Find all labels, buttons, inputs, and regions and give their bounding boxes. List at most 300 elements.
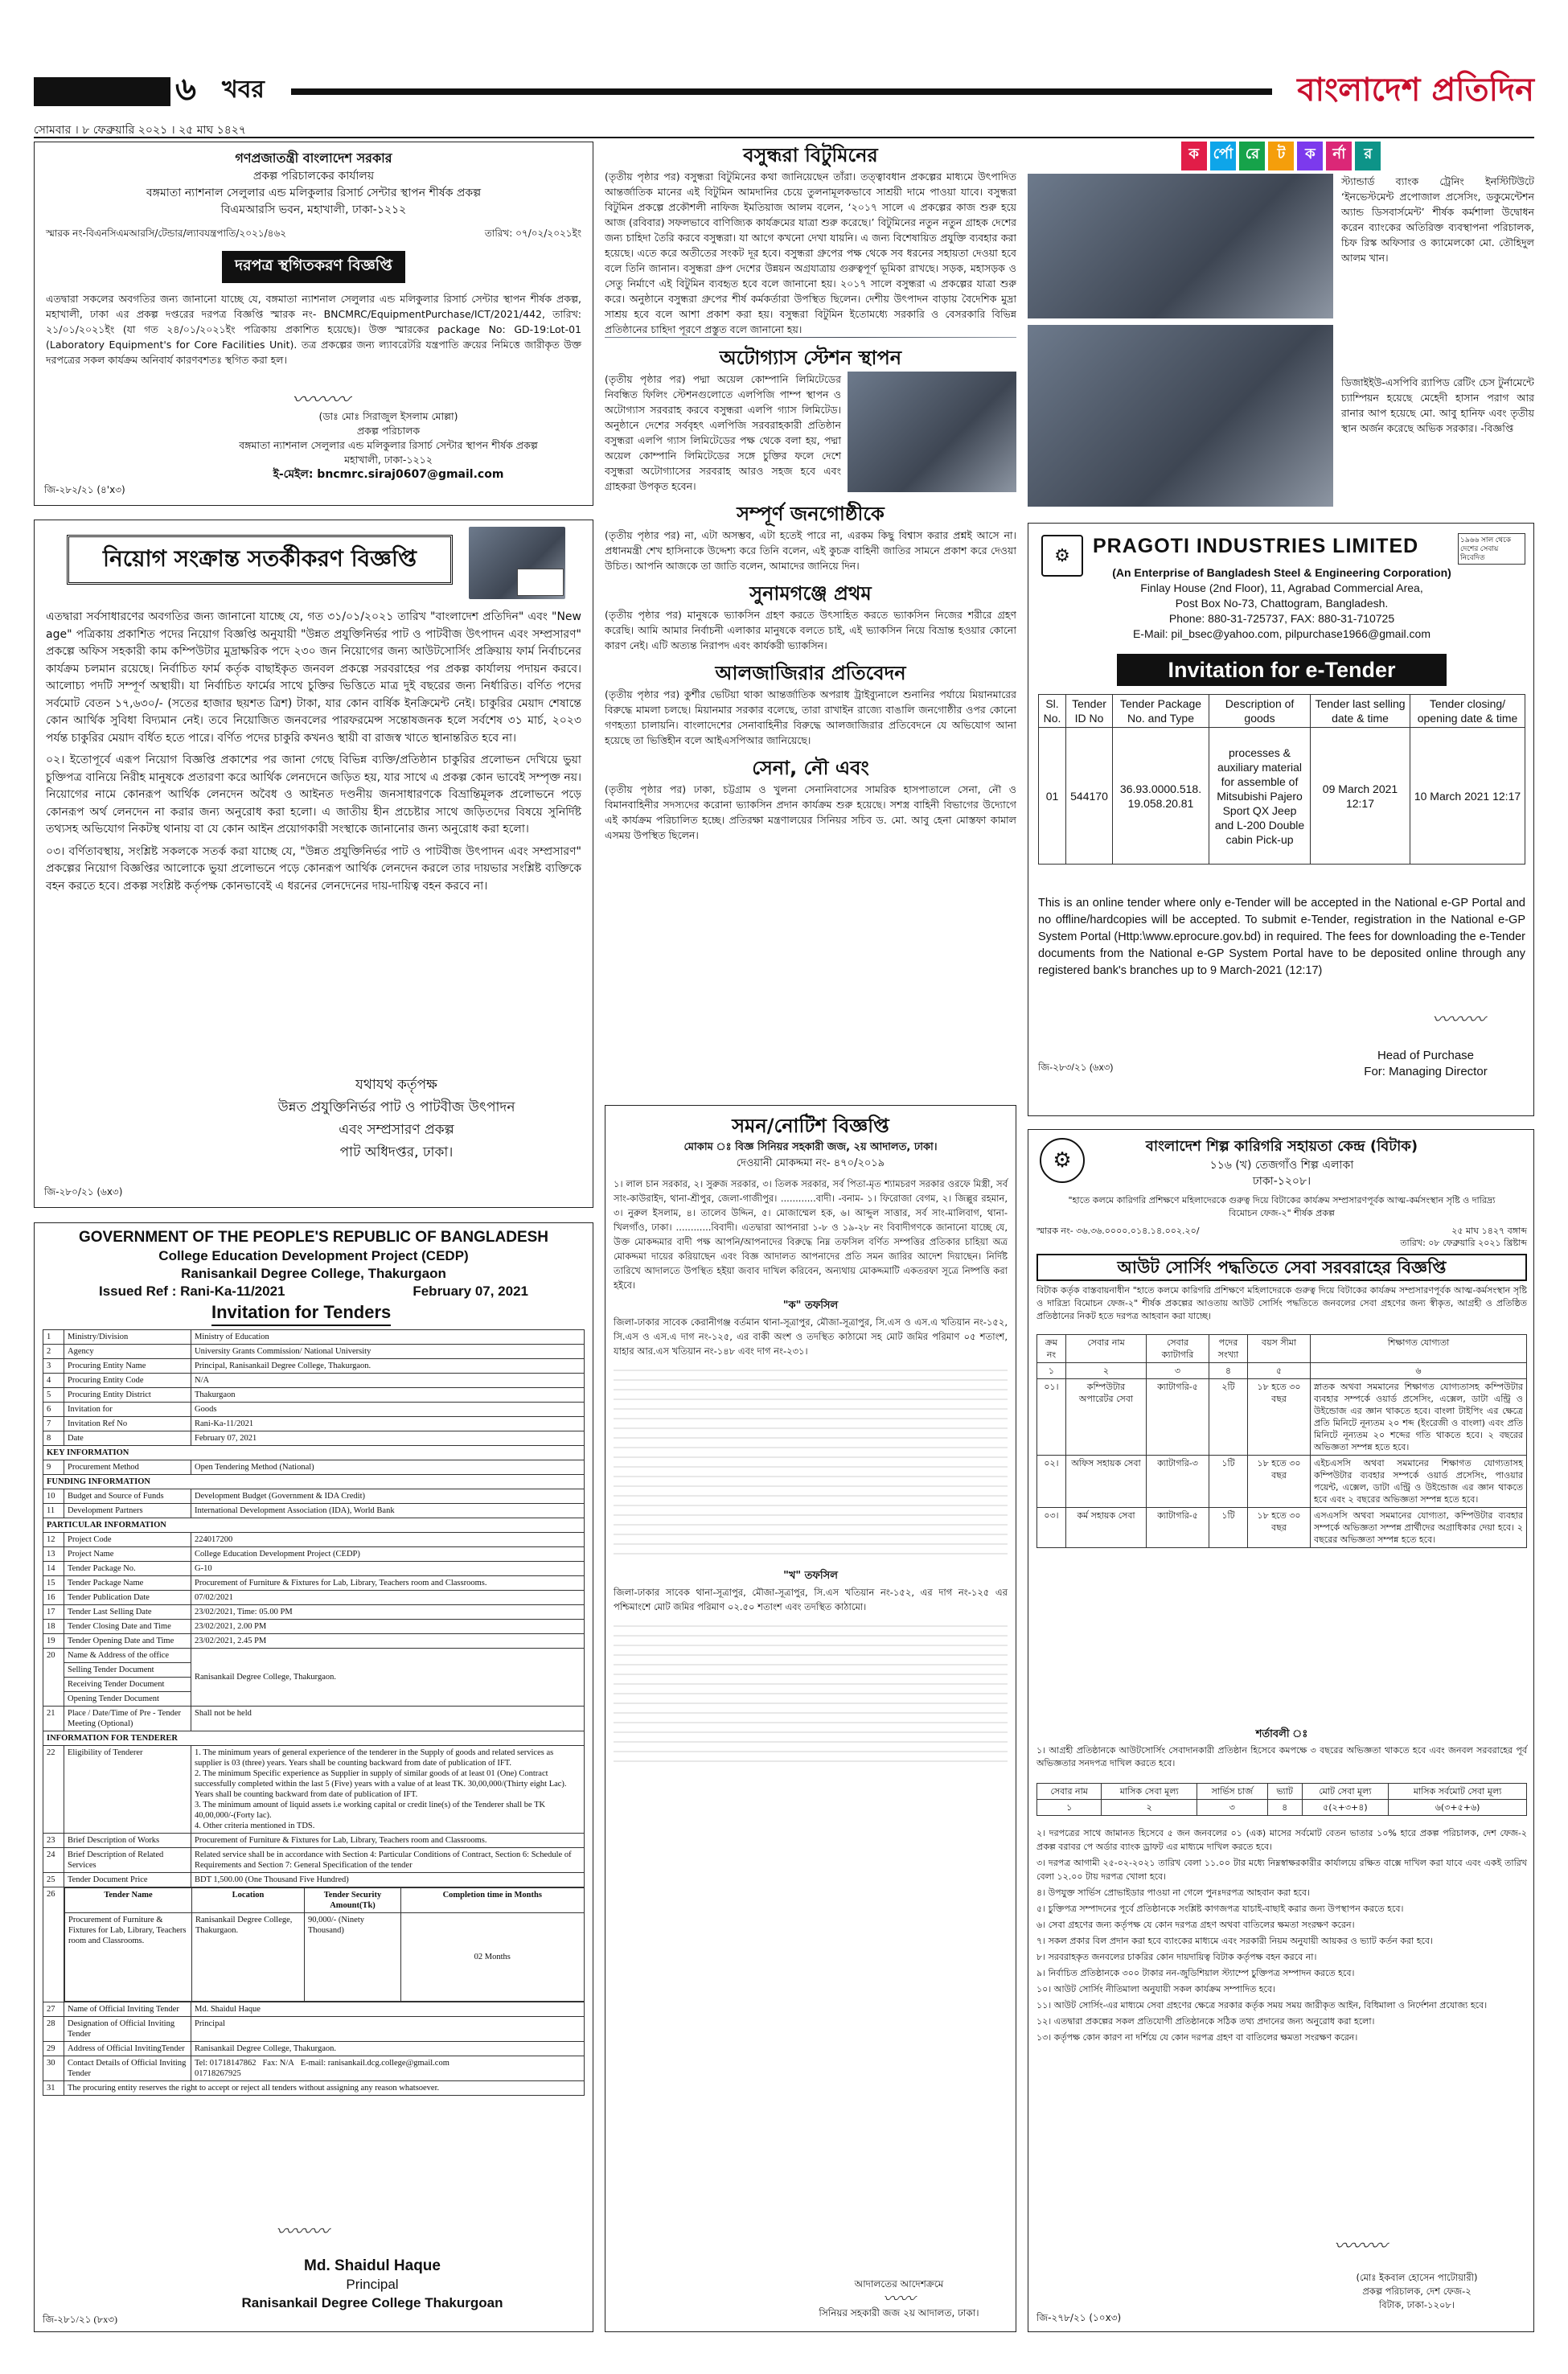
pragoti-header: Tender closing/ opening date & time: [1410, 695, 1525, 728]
page-number-box: [34, 77, 170, 106]
ad3-cell: 17: [43, 1605, 64, 1620]
ad3-funding: FUNDING INFORMATION: [43, 1475, 585, 1489]
ad3-cell: Procuring Entity Name: [64, 1359, 191, 1374]
bitac-pay-num: ৩: [1197, 1800, 1268, 1816]
bitac-header: সেবার নাম: [1066, 1335, 1147, 1363]
bitac-project: "হাতে কলমে কারিগরি প্রশিক্ষণে মহিলাদেরকে গুরুত্ব দিয়ে বিটাকের কার্যক্রম সম্প্রসারণপূর্বক আত্ম-কর্মসংস্থান সৃষ্টি ও দারিদ্র্য বিমোচন ফেজ-২" শীর্ষক প্রকল্প: [1068, 1195, 1496, 1218]
bitac-memo: স্মারক নং- ৩৬.৩৬.০০০০.০১৪.১৪.০০২.২০/: [1036, 1226, 1200, 1236]
pragoti-table: [1038, 694, 1525, 865]
ad2-code: জি-২৮০/২১ (৬x৩): [44, 1186, 123, 1197]
table-row: [43, 1460, 585, 1475]
ad2-sign4: পাট অধিদপ্তর, ঢাকা।: [339, 1144, 454, 1160]
pragoti-header: Tender ID No: [1066, 695, 1113, 728]
bitac-cell: ক্যাটাগরি-৫: [1147, 1508, 1209, 1548]
ad3-cell: 4: [43, 1374, 64, 1388]
bitac-term: ৪। উপযুক্ত সার্ভিস প্রোভাইডার পাওয়া না গেলে পুনঃদরপত্র আহবান করা হবে।: [1036, 1887, 1310, 1898]
table-row: [43, 1562, 585, 1576]
ad3-row20v: Ranisankail Degree College, Thakurgaon.: [191, 1649, 585, 1707]
bitac-cell: এইচএসসি অথবা সমমানের শিক্ষাগত যোগ্যতাসহ কম্পিউটার ব্যবহার সম্পর্কে ওয়ার্ড প্রসেসিং, পাওয়ার পয়েন্ট, এক্সেল, ডাটা এন্ট্রি ও উইন্ডোজ এর জ্ঞান থাকতে হবে এবং ২ বছরের অভিজ্ঞতা সম্পন্ন হতে হবে।: [1311, 1456, 1527, 1508]
bitac-pay-num: ১: [1037, 1800, 1102, 1816]
ad3-row25v: BDT 1,500.00 (One Thousand Five Hundred): [191, 1873, 585, 1887]
ad3-cell: 1: [43, 1330, 64, 1345]
ad2-sign2: উন্নত প্রযুক্তিনির্ভর পাট ও পাটবীজ উৎপাদন: [277, 1099, 515, 1115]
ad3-row21a: Place / Date/Time of Pre - Tender Meeting (Optional): [64, 1707, 191, 1731]
pragoti-signer2: For: Managing Director: [1364, 1065, 1488, 1078]
pragoti-cell: 01: [1039, 728, 1066, 865]
bitac-cell: ০২।: [1037, 1456, 1066, 1508]
bitac-cell: ১৮ হতে ৩০ বছর: [1248, 1379, 1311, 1456]
ad3-cell: 19: [43, 1634, 64, 1649]
notice-schedule-b-body: জিলা-ঢাকার সাবেক থানা-সূত্রাপুর, মৌজা-সূত্রাপুর, সি.এস খতিয়ান নং-১৫২, এর দাগ নং-১২৫ এর পশ্চিমাংশে মোট জমির পরিমাণ ০২.৫০ শতাংশ এবং তদস্থিত কাঠামো।: [614, 1587, 1008, 1612]
story5-title: আলজাজিরার প্রতিবেদন: [715, 662, 906, 684]
corporate-corner: [1028, 142, 1534, 511]
notice-schedule-a-detail: [614, 1362, 1008, 1563]
notice-schedule-a: "ক" তফসিল: [782, 1300, 839, 1312]
notice-title: সমন/নোটিশ বিজ্ঞপ্তি: [732, 1115, 889, 1137]
ad3-cell: 23/02/2021, Time: 05.00 PM: [191, 1605, 585, 1620]
table-row: [43, 2016, 585, 2041]
bitac-cell: কম্পিউটার অপারেটর সেবা: [1066, 1379, 1147, 1456]
story3-body: (তৃতীয় পৃষ্ঠার পর) না, এটা অসম্ভব, এটা হতেই পারে না, এরকম কিছু বিশ্বাস করার প্রশ্নই আসে না। প্রধানমন্ত্রী শেখ হাসিনাকে উদ্দেশ্য করে তিনি বলেন, এই কুচক্র বাহিনী জাতির সামনে প্রকাশ করে দেওয়া উচিত। আপনি আজকে তা জাতি বলেন, আমাদের জানিয়ে দিন।: [605, 529, 1016, 572]
bitac-logo: ⚙: [1040, 1138, 1085, 1183]
story4-body: (তৃতীয় পৃষ্ঠার পর) মানুষকে ভ্যাকসিন গ্রহণ করতে উৎসাহিত করতে ভ্যাকসিন নিজের শরীরে গ্রহণ করেছি। আমি আমার নির্বাচনী এলাকার মানুষকে বলতে চাই, এই ভ্যাকসিন নিয়ে বিভ্রান্ত হওয়ার কোনো কারণ নেই। এটি অত্যন্ত নিরাপদ এবং কার্যকরী ভ্যাকসিন।: [605, 609, 1016, 651]
middle-column: [605, 142, 1016, 1090]
ad3-row22a: Eligibility of Tenderer: [64, 1746, 191, 1834]
table-row: [1037, 1379, 1527, 1456]
table-row: [43, 1489, 585, 1504]
corporate-title-letter: র্না: [1326, 142, 1352, 170]
ad3-row31: The procuring entity reserves the right to accept or reject all tenders without assigning any reason whatsoever.: [64, 2080, 585, 2095]
table-row: [43, 1504, 585, 1518]
bitac-addr2: ঢাকা-১২০৮।: [1252, 1175, 1311, 1188]
section-rule: [291, 88, 1272, 95]
ad3-row23v: Procurement of Furniture & Fixtures for Lab, Library, Teachers room and Classrooms.: [191, 1834, 585, 1848]
pragoti-addr1: Finlay House (2nd Floor), 11, Agrabad Commercial Area,: [1140, 581, 1423, 594]
ad3-row26-header: Location: [192, 1888, 305, 1913]
ad3-cell: 3: [43, 1359, 64, 1374]
ad1-email: ই-মেইল: bncmrc.siraj0607@gmail.com: [273, 468, 504, 481]
pragoti-name: PRAGOTI INDUSTRIES LIMITED: [1093, 535, 1419, 557]
bitac-term: ১৩। কর্তৃপক্ষ কোন কারণ না দর্শিয়ে যে কোন দরপত্র গ্রহণ বা বাতিলের ক্ষমতা সংরক্ষণ করেন।: [1036, 2032, 1358, 2043]
pragoti-addr2: Post Box No-73, Chattogram, Bangladesh.: [1175, 597, 1389, 610]
bitac-term: ১০। আউট সোর্সিং নীতিমালা অনুযায়ী সকল কার্যক্রম সম্পাদিত হবে।: [1036, 1984, 1276, 1994]
bitac-term: ৩। দরপত্র আগামী ২৫-০২-২০২১ তারিখ বেলা ১১.০০ টার মধ্যে নিম্নস্বাক্ষরকারীর কার্যালয়ে রক্ষিত বাক্সে দাখিল করা যাবে এবং একই তারিখ বেলা ১২.০০ টায় দরপত্র খোলা হবে।: [1036, 1858, 1527, 1882]
ad3-cell: Goods: [191, 1403, 585, 1417]
pragoti-email: E-Mail: pil_bsec@yahoo.com, pilpurchase1966@gmail.com: [1132, 627, 1431, 640]
ad3-cell: Project Name: [64, 1547, 191, 1562]
pragoti-header: Tender Package No. and Type: [1113, 695, 1209, 728]
pragoti-signer: Head of Purchase: [1377, 1049, 1475, 1062]
pragoti-enterprise: (An Enterprise of Bangladesh Steel & Engineering Corporation): [1112, 566, 1451, 579]
ad3-cell: Ministry/Division: [64, 1330, 191, 1345]
ad3-cell: 29: [43, 2041, 64, 2056]
corporate-title-letter: র: [1355, 142, 1381, 170]
bitac-cell: ১টি: [1209, 1508, 1248, 1548]
ad3-cell: 6: [43, 1403, 64, 1417]
ad3-row21v: Shall not be held: [191, 1707, 585, 1731]
ad3-row26-cell: 90,000/- (Ninety Thousand): [305, 1913, 401, 2002]
ad3-row24a: Brief Description of Related Services: [64, 1848, 191, 1873]
bitac-terms-title: শর্তাবলী ঃ: [1255, 1728, 1308, 1740]
corporate-photo-2: [1028, 325, 1333, 507]
ad3-row20d: Opening Tender Document: [64, 1692, 191, 1707]
ad3-cell: Invitation for: [64, 1403, 191, 1417]
ad2-sign1: যথাযথ কর্তৃপক্ষ: [355, 1077, 437, 1093]
ad3-table: 1 Ministry/Division Ministry of Education 2 Agency University Grants Commission/ National University 3 Procuring Entity Name Principal, Ranisankail Degree College, Thakurgaon. 4 Procuring Entity Code N/A 5 Procuring Entity District Thakurgaon 6 Invitation for Goods 7 Invitation Ref No Rani-Ka-11/2021 8 Date February 07, 2021 KEY INFORMATION 9 Procurement Method Open Tendering Method (National) FUNDING INFORMATION 10 Budget and Source of Funds Development Budget (Government & IDA Credit) 11 Development Partners International Development Association (IDA), World Bank PARTICULAR INFORMATION 12 Project Code 224017200 13 Project Name College Education Development Project (CEDP) 14 Tender Package No. G-10 15 Tender Package Name Procurement of Furniture & Fixtures for Lab, Library, Teachers room and Classrooms. 16 Tender Publication Date 07/02/2021 17 Tender Last Selling Date 23/02/2021, Time: 05.00 PM 18 Tender Closing Date and Time 23/02/2021, 2.00 PM 19 Tender Opening Date and Time 23/02/2021, 2.45 PM 20 Name & Address of the office Ranisankail Degree College, Thakurgaon. Selling Tender Document Receiving Tender Document Opening Tender Document 21 Place / Date/Time of Pre - Tender Meeting (Optional) Shall not be held INFORMATION FOR TENDERER 22 Eligibility of Tenderer 1. The minimum years of general experience of the tenderer in the Supply of goods and related services as supplier is 03 (three) years. Years shall be counting backward from date of publication of IFT. 2. The minimum Specific experience as Supplier in supply of similar goods of at least 01 (One) Contract successfully completed within the last 5 (Five) years with a value of at least TK. 30,00,000/(Thirty eight Lac). Years shall be counting backward from date of publication of IFT. 3. The minimum amount of liquid assets i.e working capital or credit line(s) of the Tenderer shall be TK 40,00,000/-(Forty lac). 4. Other criteria mentioned in TDS. 23 Brief Description of Works Procurement of Furniture & Fixtures for Lab, Library, Teachers room and Classrooms. 24 Brief Description of Related Services Related service shall be in accordance with Section 4: Particular Conditions of Contract, Section 6: Schedule of Requirements and Section 7: General Specification of the tender 25 Tender Document Price BDT 1,500.00 (One Thousand Five Hundred) 26 Tender Name Location Tender Security Amount(Tk) Completion time in Months Procurement of Furniture & Fixtures for Lab, Library, Teachers room and Classrooms. Ranisankail Degree College, Thakurgaon. 90,000/- (Ninety Thousand) 02 Months 27 Name of Official Inviting Tender Md. Shaidul Haque 28 Designation of Official Inviting Tender Principal 29 Address of Official InvitingTender Ranisankail Degree College, Thakurgaon. 30 Contact Details of Official Inviting Tender Tel: 01718147862 Fax: N/A E-mail: ranisankail.dcg.college@gmail.com 01718267925 31 The procuring entity reserves the right to accept or reject all tenders without assigning any reason whatsoever.: [43, 1329, 585, 2096]
bitac-header: ক্রম নং: [1037, 1335, 1066, 1363]
ad3-cell: 23/02/2021, 2.00 PM: [191, 1620, 585, 1634]
table-row: [43, 1403, 585, 1417]
ad3-row26-cell: Procurement of Furniture & Fixtures for Lab, Library, Teachers room and Classrooms.: [65, 1913, 192, 2002]
story2-body: (তৃতীয় পৃষ্ঠার পর) পদ্মা অয়েল কোম্পানি লিমিটেডের নিবন্ধিত ফিলিং স্টেশনগুলোতে এলপিজি পাম্প স্থাপন ও অটোগ্যাস সরবরাহ করবে বসুন্ধরা এলপি গ্যাস লিমিটেড। অনুষ্ঠানে দেশের সর্ববৃহৎ এলপিজি সরবরাহকারী প্রতিষ্ঠান বসুন্ধরা এলপি গ্যাস লিমিটেডের পক্ষ থেকে বলা হয়, পদ্মা অয়েল কোম্পানি লিমিটেডের সঙ্গে চুক্তির ফলে দেশে বসুন্ধরা অটোগ্যাসের সরবরাহ আরও সহজ হবে এবং গ্রাহকরা উপকৃত হবেন।: [605, 373, 841, 492]
story1-photo: [605, 337, 1016, 338]
ad3-cell: Development Partners: [64, 1504, 191, 1518]
bitac-terms-list: [1036, 1826, 1527, 2047]
corporate-title-letter: ক: [1181, 142, 1207, 170]
ad3-row22v2: 2. The minimum Specific experience as Supplier in supply of similar goods of at least 01 (One) Contract successfully completed within the last 5 (Five) years with a value of at least TK. 30,00,000/(Thirty eight Lac). Years shall be counting backward from date of publication of IFT.: [195, 1769, 567, 1799]
table-row: [43, 1345, 585, 1359]
story2-photo: [848, 372, 1016, 492]
header-rule: [34, 137, 1534, 138]
bitac-header-num: ৫: [1248, 1363, 1311, 1379]
bitac-signer3: বিটাক, ঢাকা-১২০৮।: [1378, 2299, 1455, 2310]
ad1-signer: (ডাঃ মোঃ সিরাজুল ইসলাম মোল্লা): [318, 410, 458, 422]
bitac-header-num: ৪: [1209, 1363, 1248, 1379]
bitac-header: বয়স সীমা: [1248, 1335, 1311, 1363]
ad-pragoti-etender: [1028, 523, 1534, 1116]
table-row: [43, 1431, 585, 1446]
ad1-signature: 〰︎〰︎〰︎: [292, 388, 350, 411]
ad3-cell: 8: [43, 1431, 64, 1446]
ad3-cell: 11: [43, 1504, 64, 1518]
bitac-cell: ০১।: [1037, 1379, 1066, 1456]
bitac-title: আউট সোর্সিং পদ্ধতিতে সেবা সরবরাহের বিজ্ঞপ্তি: [1036, 1254, 1527, 1281]
ad3-row30-fax: Fax: N/A: [262, 2058, 294, 2068]
corporate-title-letter: র্পো: [1210, 142, 1237, 170]
ad3-particular: PARTICULAR INFORMATION: [43, 1518, 585, 1533]
ad3-cell: Ranisankail Degree College, Thakurgaon.: [191, 2041, 585, 2056]
notice-court: মোকাম ঃ বিজ্ঞ সিনিয়র সহকারী জজ, ২য় আদালত, ঢাকা।: [683, 1141, 938, 1153]
ad2-title: নিয়োগ সংক্রান্ত সতর্কীকরণ বিজ্ঞপ্তি: [102, 544, 417, 572]
ad3-cell: College Education Development Project (CEDP): [191, 1547, 585, 1562]
ad2-p2: ০২। ইতোপূর্বে এরূপ নিয়োগ বিজ্ঞপ্তি প্রকাশের পর জানা গেছে বিভিন্ন ব্যক্তি/প্রতিষ্ঠান চাকুরির প্রলোভন দেখিয়ে ভুয়া চুক্তিপত্র বানিয়ে নিরীহ মানুষকে প্রতারণা করে আর্থিক লেনদেনে জড়িত হয়, যার সাথে এ প্রকল্প কোন ভাবেই সম্পৃক্ত নয়। নিয়োগের নামে কোনরূপ আর্থিক লেনদেন অবৈধ ও আইনত দণ্ডনীয় জনসাধারণকে বিভ্রান্তিমূলক প্রলোভনে পড়ে কোনরূপ অর্থ লেনদেন না করার জন্য অনুরোধ করা হলো। এ জাতীয় হীন প্রচেষ্টার সাথে জড়িতদের বিষয়ে সুনির্দিষ্ট তথ্যসহ অভিযোগ নিকটস্থ থানায় বা যে কোন আইন প্রয়োগকারী সংস্থাকে জানানোর জন্য অনুরোধ করা হলো।: [46, 754, 581, 836]
bitac-pay-header: সেবার নাম: [1037, 1784, 1102, 1800]
ad3-signer-org: Ranisankail Degree College Thakurgoan: [241, 2295, 503, 2310]
pragoti-cell: 09 March 2021 12:17: [1311, 728, 1410, 865]
table-row: [43, 1330, 585, 1345]
corporate-caption-1: স্ট্যান্ডার্ড ব্যাংক ট্রেনিং ইনস্টিটিউটে ‘ইনভেস্টমেন্ট প্রপোজাল প্রসেসিং, ডকুমেন্টেশন অ্যান্ড ডিসবার্সমেন্ট’ শীর্ষক কর্মশালা উদ্বোধন করেন ব্যাংকের অতিরিক্ত ব্যবস্থাপনা পরিচালক, চিফ রিস্ক অফিসার ও ক্যামেলকো মো. তৌহিদুল আলম খান।: [1341, 175, 1534, 264]
bitac-cell: ক্যাটাগরি-৩: [1147, 1456, 1209, 1508]
ad3-cell: 16: [43, 1591, 64, 1605]
bitac-pay-num: ৫(২+৩+৪): [1302, 1800, 1389, 1816]
table-row: [1037, 1456, 1527, 1508]
notice-schedule-b-detail: [614, 1617, 1008, 1762]
ad3-tenderer-info: INFORMATION FOR TENDERER: [43, 1731, 585, 1746]
bitac-term: ১২। এতদ্বারা প্রকল্পের সকল প্রতিযোগী প্রতিষ্ঠানকে সঠিক তথ্য প্রদানের জন্য অনুরোধ করা হলো।: [1036, 2016, 1375, 2027]
corporate-title-letter: ট: [1268, 142, 1294, 170]
ad-tender-suspension: [34, 142, 593, 506]
bitac-cell: ১৮ হতে ৩০ বছর: [1248, 1508, 1311, 1548]
ad3-cell: Name of Official Inviting Tender: [64, 2002, 191, 2016]
ad-recruitment-warning: [34, 520, 593, 1208]
ad3-cell: Tender Package No.: [64, 1562, 191, 1576]
ad1-office: প্রকল্প পরিচালকের কার্যালয়: [252, 170, 375, 183]
corporate-caption-2: ডিজাইইউ-এসপিবি র‌্যাপিড রেটিং চেস টুর্নামেন্টে চ্যাম্পিয়ন হয়েছে মেহেদী হাসান পরাগ আর রানার আপ হয়েছে মো. আবু হানিফ এবং তৃতীয় স্থান অর্জন করেছে অভিক সরকার। -বিজ্ঞপ্তি: [1341, 376, 1534, 434]
bitac-term: ৭। সকল প্রকার বিল প্রদান করা হবে ব্যাংকের মাধ্যমে এবং সরকারী নিয়ম অনুযায়ী আয়কর ও ভ্যাট কর্তন করা হবে।: [1036, 1936, 1433, 1946]
bitac-pay-header: মাসিক সর্বমোট সেবা মূল্য: [1389, 1784, 1527, 1800]
pragoti-cell: processes & auxiliary material for assemble of Mitsubishi Pajero Sport QX Jeep and L-200 Double cabin Pick-up: [1209, 728, 1311, 865]
ad3-cell: G-10: [191, 1562, 585, 1576]
pragoti-title: Invitation for e-Tender: [1117, 654, 1447, 686]
ad3-gov: GOVERNMENT OF THE PEOPLE'S REPUBLIC OF BANGLADESH: [78, 1229, 549, 1246]
bitac-intro: বিটাক কর্তৃক বাস্তবায়নাধীন "হাতে কলমে কারিগরি প্রশিক্ষণে মহিলাদেরকে গুরুত্ব দিয়ে বিটাকের কার্যক্রম সম্প্রসারণপূর্বক আত্ম-কর্মসংস্থান সৃষ্টি ও দারিদ্র্য বিমোচন ফেজ-২" শীর্ষক প্রকল্পের আওতায় আউট সোর্সিং পদ্ধতিতে জনবলের সেবা গ্রহণের জন্য স্বীকৃত, আগ্রহী ও প্রতিষ্ঠিত প্রতিষ্ঠানের নিকট হতে দরপত্র আহবান করা যাচ্ছে।: [1036, 1285, 1527, 1321]
ad3-title: Invitation for Tenders: [211, 1300, 391, 1326]
ad3-cell: Invitation Ref No: [64, 1417, 191, 1431]
ad3-row26-header: Completion time in Months: [401, 1888, 585, 1913]
ad3-college: Ranisankail Degree College, Thakurgaon: [181, 1266, 446, 1281]
ad3-cell: 23/02/2021, 2.45 PM: [191, 1634, 585, 1649]
ad1-project: বঙ্গমাতা ন্যাশনাল সেলুলার এন্ড মলিকুলার রিসার্চ সেন্টার স্থাপন শীর্ষক প্রকল্প: [146, 187, 482, 199]
bitac-date2: তারিখ: ০৮ ফেব্রুয়ারি ২০২১ খ্রিষ্টাব্দ: [1400, 1238, 1527, 1248]
ad3-cell: University Grants Commission/ National University: [191, 1345, 585, 1359]
ad3-row30a: Contact Details of Official Inviting Tender: [64, 2056, 191, 2080]
ad3-cell: Principal: [191, 2016, 585, 2041]
bitac-pay-header: সার্ভিস চার্জ: [1197, 1784, 1268, 1800]
ad3-cell: N/A: [191, 1374, 585, 1388]
ad3-row20a: Name & Address of the office: [64, 1649, 191, 1663]
ad3-cell: Md. Shaidul Haque: [191, 2002, 585, 2016]
bitac-cell: স্নাতক অথবা সমমানের শিক্ষাগত যোগ্যতাসহ কম্পিউটার ব্যবহার সম্পর্কে ওয়ার্ড প্রসেসিং, এক্সেল, ডাটা এন্ট্রি ও উইন্ডোজ এর জ্ঞান থাকতে হবে। বাংলা টাইপিং এর ক্ষেত্রে প্রতি মিনিটে নূন্যতম ২০ শব্দ (ইংরেজী ও বাংলা) এবং প্রতি মিনিটে নূন্যতম ২০ শব্দের গতি থাকতে হবে। ২ বছরের অভিজ্ঞতা সম্পন্ন হতে হবে।: [1311, 1379, 1527, 1456]
ad3-row26-header: Tender Security Amount(Tk): [305, 1888, 401, 1913]
anniversary-logo: [517, 569, 564, 596]
page-section: খবর: [222, 76, 265, 104]
ad1-memo: স্মারক নং-বিএনসিএমআরসি/টেন্ডার/ল্যাবযন্ত্রপাতি/২০২১/৪৬২: [46, 228, 287, 239]
ad3-row26-cell: Ranisankail Degree College, Thakurgaon.: [192, 1913, 305, 2002]
ad3-cell: Date: [64, 1431, 191, 1446]
ad3-signer-role: Principal: [346, 2277, 399, 2292]
ad3-cell: International Development Association (IDA), World Bank: [191, 1504, 585, 1518]
ad3-cell: 28: [43, 2016, 64, 2041]
bitac-header-num: ২: [1066, 1363, 1147, 1379]
ad3-signature: 〰︎〰︎〰︎: [276, 2222, 330, 2242]
bitac-cell: ২টি: [1209, 1379, 1248, 1456]
ad3-row26-header: Tender Name: [65, 1888, 192, 1913]
ad-bitac-outsourcing: [1028, 1129, 1534, 2332]
bitac-header: পদের সংখ্যা: [1209, 1335, 1248, 1363]
pragoti-logo: ⚙: [1041, 535, 1083, 577]
ad1-body: এতদ্বারা সকলের অবগতির জন্য জানানো যাচ্ছে যে, বঙ্গমাতা ন্যাশনাল সেলুলার এন্ড মলিকুলার রিসার্চ সেন্টার স্থাপন শীর্ষক প্রকল্প, মহাখালী, ঢাকা এর প্রকল্প দপ্তরের দরপত্র বিজ্ঞপ্তি স্মারক নং- BNCMRC/EquipmentPurchase/ICT/2021/442, তারিখ: ২১/০১/২০২১ইং (যা গত ২৪/০১/২০২১ইং পত্রিকায় প্রকাশিত হয়েছে)। উক্ত স্মারকের package No: GD-19:Lot-01 (Laboratory Equipment's for Core Facilities Unit). তত্র প্রকল্পের জন্য ল্যাবরেটরি যন্ত্রপাতি ক্রয়ের নিমিত্তে জারীকৃত উক্ত দরপত্রের সকল কার্যক্রম অনিবার্য কারণবশতঃ স্থগিত করা হল।: [46, 293, 581, 366]
ad3-cell: Tender Package Name: [64, 1576, 191, 1591]
table-row: [43, 1634, 585, 1649]
ad3-cell: 7: [43, 1417, 64, 1431]
bitac-header-num: ৩: [1147, 1363, 1209, 1379]
ad3-cell: Procurement Method: [64, 1460, 191, 1475]
story1-body: (তৃতীয় পৃষ্ঠার পর) বসুন্ধরা বিটুমিনের কথা জানিয়েছেন তাঁরা। তত্ত্বাবধান প্রকল্পের মাধ্যমে উৎপাদিত আন্তর্জাতিক মানের এই বিটুমিন আমদানির চেয়ে তুলনামূলকভাবে সাশ্রয়ী দামে পাওয়া যাবে। বসুন্ধরা বিটুমিন প্রকল্পে প্রকৌশলী নাফিজ ইমতিয়াজ আলম বলেন, ‘২০১৭ সালে এ প্রকল্পের কাজ শুরু হয়ে আজ (রবিবার) সফলভাবে বাণিজ্যিক কার্যক্রমের যাত্রা শুরু করেছে।’ বিটুমিনের নতুন নতুন গ্রাহক দেশের জন্য চাহিদা তৈরি করবে বসুন্ধরা। যা আগে কখনো দেখা যায়নি। এ জন্য বিশেষায়িত প্রযুক্তি ব্যবহার করা হয়েছে। এতে করে অতীতের সংকট দূর হবে। বসুন্ধরা গ্রুপের পক্ষ থেকে সব ধরনের সহায়তা দেওয়া হবে বলে তিনি জানান। বসুন্ধরা গ্রুপ দেশের উন্নয়ন অগ্রযাত্রায় গুরুত্বপূর্ণ ভূমিকা রাখছে। সড়ক, মহাসড়ক ও সেতু নির্মাণে এই বিটুমিন ব্যবহৃত হবে বলে জানানো হয়। ২০১৭ সালে বসুন্ধরা এ প্রকল্পের যাত্রা শুরু করে। অনুষ্ঠানে বসুন্ধরা গ্রুপের শীর্ষ কর্মকর্তারা উপস্থিত ছিলেন। দেশীয় উৎপাদন বাড়ায় বৈদেশিক মুদ্রা সাশ্রয় হবে বলে আশা প্রকাশ করা হয়। বসুন্ধরা বিটুমিন ইতোমধ্যে সরকারি ও বেসরকারি বিভিন্ন প্রতিষ্ঠানের চাহিদা পূরণে প্রস্তুত বলে জানানো হয়।: [605, 170, 1016, 335]
table-row: [43, 1533, 585, 1547]
story3-title: সম্পূর্ণ জনগোষ্ঠীকে: [737, 503, 885, 525]
corporate-title: [1028, 142, 1534, 170]
ad3-cell: Procurement of Furniture & Fixtures for Lab, Library, Teachers room and Classrooms.: [191, 1576, 585, 1591]
ad1-signer-addr: মহাখালী, ঢাকা-১২১২: [344, 454, 433, 466]
ad-cedp-tender: [34, 1222, 593, 2332]
ad3-cell: 10: [43, 1489, 64, 1504]
pragoti-tag: ১৯৬৬ সাল থেকে দেশের সেবায় নিবেদিত: [1458, 533, 1525, 565]
ad3-cell: 14: [43, 1562, 64, 1576]
corporate-title-letter: ক: [1297, 142, 1323, 170]
ad3-cell: 27: [43, 2002, 64, 2016]
notice-sign2: সিনিয়র সহকারী জজ ২য় আদালত, ঢাকা।: [819, 2307, 979, 2319]
bitac-org: বাংলাদেশ শিল্প কারিগরি সহায়তা কেন্দ্র (বিটাক): [1145, 1138, 1418, 1155]
pragoti-cell: 10 March 2021 12:17: [1410, 728, 1525, 865]
ad3-cell: Designation of Official Inviting Tender: [64, 2016, 191, 2041]
ad3-cell: Project Code: [64, 1533, 191, 1547]
ad3-row20b: Selling Tender Document: [64, 1663, 191, 1678]
bitac-header-num: ৬: [1311, 1363, 1527, 1379]
story6-title: সেনা, নৌ এবং: [752, 757, 869, 779]
ad3-cell: 18: [43, 1620, 64, 1634]
ad3-cell: Address of Official InvitingTender: [64, 2041, 191, 2056]
bitac-date1: ২৫ মাঘ ১৪২৭ বঙ্গাব্দ: [1451, 1226, 1527, 1236]
pragoti-phone: Phone: 880-31-725737, FAX: 880-31-710725: [1168, 612, 1395, 625]
corporate-photo-1: [1028, 174, 1333, 318]
table-row: [43, 1388, 585, 1403]
table-row: [43, 1605, 585, 1620]
ad3-cell: Rani-Ka-11/2021: [191, 1417, 585, 1431]
bitac-pay-num: ৬(৩+৫+৬): [1389, 1800, 1527, 1816]
table-row: [43, 1417, 585, 1431]
ad3-row30-mail: E-mail: ranisankail.dcg.college@gmail.com: [300, 2058, 449, 2068]
newspaper-logo: বাংলাদেশ প্রতিদিন: [1297, 72, 1534, 109]
ad3-cell: Tender Publication Date: [64, 1591, 191, 1605]
ad3-row25a: Tender Document Price: [64, 1873, 191, 1887]
ad3-cell: Procuring Entity District: [64, 1388, 191, 1403]
ad3-row30-tel: Tel: 01718147862: [195, 2058, 257, 2068]
ad3-row30-mob: 01718267925: [195, 2068, 241, 2078]
bitac-cell: ০৩।: [1037, 1508, 1066, 1548]
ad3-row24v: Related service shall be in accordance with Section 4: Particular Conditions of Contract, Section 6: Schedule of Requirements and Section 7: General Specification of the tender: [191, 1848, 585, 1873]
bitac-terms-intro: ১। আগ্রহী প্রতিষ্ঠানকে আউটসোর্সিং সেবাদানকারী প্রতিষ্ঠান হিসেবে কমপক্ষে ৩ বছরের অভিজ্ঞতা থাকতে হবে এবং জনবল সরবরাহের পূর্ব অভিজ্ঞতার সনদপত্র দাখিল করতে হবে।: [1036, 1745, 1527, 1768]
ad3-signer: Md. Shaidul Haque: [304, 2257, 441, 2274]
ad1-signer-org: বঙ্গমাতা ন্যাশনাল সেলুলার এন্ড মলিকুলার রিসার্চ সেন্টার স্থাপন শীর্ষক প্রকল্প: [239, 439, 538, 451]
notice-body: ১। লাল চান সরকার, ২। সুরুজ সরকার, ৩। তিলক সরকার, সর্ব পিতা-মৃত শ্যামচরণ সরকার ওরফে মিস্ত্রী, সর্ব সাং-কাউরাইদ, থানা-শ্রীপুর, জেলা-গাজীপুর। ............বাদী। -বনাম- ১। ফিরোজা বেগম, ২। জিল্লুর রহমান, ৩। নুরুল ইসলাম, ৪। তালেব উদ্দিন, ৫। মোজাম্মেল হক, ৬। আব্দুল সাত্তার, সর্ব সাং-মালিবাগ, থানা-খিলগাঁও, ঢাকা। ............বিবাদী। এতদ্বারা আপনারা ১-৮ ও ১৯-২৮ নং বিবাদীগণকে জানানো যাচ্ছে যে, উক্ত মোকদ্দমার বাদী পক্ষ আপনি/আপনাদের বিরুদ্ধে নিম্ন তফসিল বর্ণিত সম্পত্তির প্রতিকার চাহিয়া অত্র মোকদ্দমা দায়ের করিয়াছেন এবং বিজ্ঞ আদালত আপনাদের প্রতি সমন জারির আদেশ দিয়াছেন। নির্দিষ্ট তারিখে আদালতে উপস্থিত হইয়া জবাব দাখিল করিবেন, অন্যথায় মোকদ্দমাটি একতরফা সূত্রে নিষ্পত্তি করা হইবে।: [614, 1178, 1008, 1291]
bitac-pay-header: মোট সেবা মূল্য: [1302, 1784, 1389, 1800]
ad3-cell: Budget and Source of Funds: [64, 1489, 191, 1504]
ad3-cell: 15: [43, 1576, 64, 1591]
ad3-ref: Issued Ref : Rani-Ka-11/2021: [99, 1284, 285, 1299]
bitac-pay-header: মাসিক সেবা মূল্য: [1102, 1784, 1197, 1800]
story6-body: (তৃতীয় পৃষ্ঠার পর) ঢাকা, চট্টগ্রাম ও খুলনা সেনানিবাসের সামরিক হাসপাতালে সেনা, নৌ ও বিমানবাহিনীর সদস্যদের করোনা ভ্যাকসিন প্রদান কার্যক্রম শুরু হয়েছে। সশস্ত্র বাহিনী বিভাগের উদ্যোগে এই কার্যক্রম পরিচালিত হচ্ছে। প্রতিরক্ষা মন্ত্রণালয়ের সিনিয়র সচিব ড. মো. আবু হেনা মোস্তফা কামাল এসময় উপস্থিত ছিলেন।: [605, 783, 1016, 841]
page-number: ৬: [175, 71, 197, 108]
ad3-cell: 9: [43, 1460, 64, 1475]
bitac-cell: অফিস সহায়ক সেবা: [1066, 1456, 1147, 1508]
story4-title: সুনামগঞ্জে প্রথম: [749, 582, 872, 605]
story1-title: বসুন্ধরা বিটুমিনের: [743, 144, 878, 166]
bitac-header-num: ১: [1037, 1363, 1066, 1379]
pragoti-header: Tender last selling date & time: [1311, 695, 1410, 728]
table-row: [43, 1374, 585, 1388]
table-row: [43, 1576, 585, 1591]
table-row: [43, 1359, 585, 1374]
notice-case: দেওয়ানী মোকদ্দমা নং- ৪৭০/২০১৯: [736, 1157, 885, 1169]
ad3-cell: 5: [43, 1388, 64, 1403]
bitac-term: ৯। নির্বাচিত প্রতিষ্ঠানকে ৩০০ টাকার নন-জুডিশিয়াল স্ট্যাম্পে চুক্তিপত্র সম্পাদন করতে হবে।: [1036, 1968, 1355, 1978]
table-row: [43, 1591, 585, 1605]
bitac-code: জি-২৭৮/২১ (১০x৩): [1036, 2312, 1122, 2323]
story5-body: (তৃতীয় পৃষ্ঠার পর) কুর্শীর ভেটিয়া থাকা আন্তর্জাতিক অপরাধ ট্রাইব্যুনালে শুনানির পর্যায়ে মিয়ানমারের বিরুদ্ধে মামলা চলছে। মিয়ানমার সরকার বলেছে, তারা রাখাইন রাজ্যে বাঙালি জনগোষ্ঠীর ওপর কোনো গণহত্যা চালায়নি। বাংলাদেশের সেনাবাহিনীর বিরুদ্ধে আলজাজিরার প্রতিবেদনে যে অভিযোগ আনা হয়েছে তা ভিত্তিহীন বলে আইএসপিআর জানিয়েছে।: [605, 688, 1016, 746]
notice-sign: আদালতের আদেশক্রমে: [854, 2278, 944, 2290]
bitac-term: ৫। চুক্তিপত্র সম্পাদনের পূর্বে প্রতিষ্ঠানকে সংশ্লিষ্ট কাগজপত্র যাচাই-বাছাই করার জন্য উপস্থাপন করতে হবে।: [1036, 1904, 1404, 1914]
bitac-cell: কর্ম সহায়ক সেবা: [1066, 1508, 1147, 1548]
ad3-cell: 07/02/2021: [191, 1591, 585, 1605]
table-row: [43, 2002, 585, 2016]
masthead: [34, 68, 1534, 117]
ad3-cell: 13: [43, 1547, 64, 1562]
pragoti-cell: 544170: [1066, 728, 1113, 865]
ad1-gov: গণপ্রজাতন্ত্রী বাংলাদেশ সরকার: [235, 150, 392, 166]
ad-court-notice: [605, 1105, 1016, 2332]
bitac-signer: (মোঃ ইকবাল হোসেন পাটোয়ারী): [1356, 2272, 1478, 2283]
bitac-cell: এসএসসি অথবা সমমানের যোগ্যতা, কম্পিউটার ব্যবহার সম্পর্কে অভিজ্ঞতা সম্পন্ন প্রার্থীদের অগ্রাধিকার দেয়া হবে। ২ বছরের অভিজ্ঞতা সম্পন্ন হতে হবে।: [1311, 1508, 1527, 1548]
ad2-p3: ০৩। বর্ণিতাবস্থায়, সংশ্লিষ্ট সকলকে সতর্ক করা যাচ্ছে যে, "উন্নত প্রযুক্তিনির্ভর পাট ও পাটবীজ উৎপাদন এবং সম্প্রসারণ" প্রকল্পের নিয়োগ বিজ্ঞপ্তির আলোকে ভুয়া প্রলোভনে পড়ে কোনরূপ আর্থিক লেনদেন করলে তার দায়ভার সংশ্লিষ্ট ব্যক্তিকে বহন করতে হবে। প্রকল্প সংশ্লিষ্ট কর্তৃপক্ষ কোনভাবেই এ ধরনের লেনদেনের দায়-দায়িত্ব বহন করবে না।: [46, 844, 581, 893]
ad3-cell: Tender Last Selling Date: [64, 1605, 191, 1620]
ad3-cell: Development Budget (Government & IDA Credit): [191, 1489, 585, 1504]
pragoti-note: This is an online tender where only e-Tender will be accepted in the National e-GP Portal and no offline/hardcopies will be accepted. To submit e-Tender, registration in the National e-GP System Portal (Http:\www.eprocure.gov.bd) in required. The fees for downloading the e-Tender documents from the National e-GP System Portal have to be deposited online through any registered bank's branches up to 9 March-2021 (12:17): [1038, 897, 1525, 977]
bitac-pay-num: ৪: [1267, 1800, 1302, 1816]
ad3-project: College Education Development Project (CEDP): [158, 1248, 469, 1263]
ad2-p1: এতদ্বারা সর্বসাধারণের অবগতির জন্য জানানো যাচ্ছে যে, গত ৩১/০১/২০২১ তারিখ "বাংলাদেশ প্রতিদিন" এবং "New age" পত্রিকায় প্রকাশিত পদের নিয়োগ বিজ্ঞপ্তি অনুযায়ী "উন্নত প্রযুক্তিনির্ভর পাট ও পাটবীজ উৎপাদন এবং সম্প্রসারণ" প্রকল্পে অফিস সহকারী কাম কম্পিউটার মুদ্রাক্ষরিক পদে ২৩০ জন নিয়োগের জন্য আউটসোর্সিং প্রক্রিয়ায় ফার্ম নির্বাচনের কার্যক্রম চলমান রয়েছে। নির্বাচিত ফার্ম কর্তৃক বাছাইকৃত জনবল প্রকল্পে সরবরাহের পর প্রকল্প কার্যালয় পদায়ন করবে। আলোচ্য পদটি সম্পূর্ণ অস্থায়ী। যা নির্বাচিত ফার্মের সাথে চুক্তির ভিত্তিতে মাত্র দুই বছরের জন্য নির্ধারিত। বর্ণিত পদের সর্বমোট বেতন ১৭,৬৩০/- (সতের হাজার ছয়শত ত্রিশ) টাকা, যার কোন বার্ষিক ইনক্রিমেন্ট নেই। চাকুরির মেয়াদ শেষান্তে কোন আর্থিক সুবিধা বিদ্যমান নেই। তবে নিয়োজিত জনবলের পারফরমেন্স সন্তোষজনক হলে সর্বশেষ ৩১ মার্চ, ২০২৩ পর্যন্ত চাকুরির মেয়াদ বর্ধিত হতে পারে। বর্ণিত পদের চাকুরি কখনও স্থায়ী বা রাজস্ব খাতে স্থানান্তরিত হবে না।: [46, 610, 581, 745]
bitac-cell: ১৮ হতে ৩০ বছর: [1248, 1456, 1311, 1508]
ad3-cell: February 07, 2021: [191, 1431, 585, 1446]
ad1-code: জি-২৮২/২১ (৪'x৩): [44, 484, 125, 495]
ad3-cell: Procuring Entity Code: [64, 1374, 191, 1388]
bitac-header: শিক্ষাগত যোগ্যতা: [1311, 1335, 1527, 1363]
bitac-cell: ১টি: [1209, 1456, 1248, 1508]
ad2-sign3: এবং সম্প্রসারণ প্রকল্প: [339, 1122, 454, 1138]
notice-schedule-a-body: জিলা-ঢাকার সাবেক কেরানীগঞ্জ বর্তমান থানা-সূত্রাপুর, মৌজা-সূত্রাপুর, সি.এস ও এস.এ খতিয়ান নং-১৫২, সি.এস ও এস.এ দাগ নং-১২৫, এর বাকী অংশ ও তদস্থিত কাঠামো সহ মোট জমির পরিমাণ ০৫ শতাংশ, যাহার আর.এস খতিয়ান নং-১৪৮ এবং দাগ নং-২৩১।: [614, 1316, 1008, 1357]
story2-title: অটোগ্যাস স্টেশন স্থাপন: [719, 347, 902, 369]
ad3-cell: Ministry of Education: [191, 1330, 585, 1345]
bitac-header: সেবার ক্যাটাগরি: [1147, 1335, 1209, 1363]
ad3-row20c: Receiving Tender Document: [64, 1678, 191, 1692]
pragoti-code: জি-২৮৩/২১ (৬x৩): [1038, 1062, 1114, 1073]
pragoti-header: Description of goods: [1209, 695, 1311, 728]
bitac-term: ১১। আউট সোর্সিং-এর মাধ্যমে সেবা গ্রহণের ক্ষেত্রে সরকার কর্তৃক সময় সময় জারীকৃত আইন, বিধিমালা ও নির্দেশনা প্রযোজ্য হবে।: [1036, 2000, 1488, 2011]
bitac-cell: ক্যাটাগরি-৫: [1147, 1379, 1209, 1456]
ad1-title: দরপত্র স্থগিতকরণ বিজ্ঞপ্তি: [222, 251, 405, 283]
ad1-date: তারিখ: ০৭/০২/২০২১ইং: [484, 228, 581, 239]
ad1-signer-role: প্রকল্প পরিচালক: [356, 425, 421, 437]
ad3-cell: Thakurgaon: [191, 1388, 585, 1403]
notice-signature: 〰︎〰︎: [883, 2289, 915, 2308]
bitac-term: ৬। সেবা গ্রহণের জন্য কর্তৃপক্ষ যে কোন দরপত্র গ্রহণ অথবা বাতিলের ক্ষমতা সংরক্ষণ করেন।: [1036, 1920, 1355, 1930]
ad3-code: জি-২৮১/২১ (৮x৩): [43, 2314, 118, 2325]
dateline: সোমবার । ৮ ফেব্রুয়ারি ২০২১ । ২৫ মাঘ ১৪২৭: [34, 124, 247, 137]
ad3-row22v3: 3. The minimum amount of liquid assets i.e working capital or credit line(s) of the Tenderer shall be TK 40,00,000/-(Forty lac).: [195, 1801, 546, 1820]
ad3-cell: Agency: [64, 1345, 191, 1359]
table-row: [43, 1547, 585, 1562]
ad3-row26-cell: 02 Months: [401, 1913, 585, 2002]
table-row: [43, 2041, 585, 2056]
ad3-row22v4: 4. Other criteria mentioned in TDS.: [195, 1822, 315, 1830]
bitac-pay-table: [1036, 1783, 1527, 1816]
bitac-signer2: প্রকল্প পরিচালক, দেশ ফেজ-২: [1362, 2286, 1472, 2297]
bitac-term: ৮। সরবরাহকৃত জনবলের চাকরির কোন দায়দায়িত্ব বিটাক কর্তৃপক্ষ বহন করবে না।: [1036, 1952, 1317, 1962]
ad3-cell: 224017200: [191, 1533, 585, 1547]
ad3-date: February 07, 2021: [413, 1284, 528, 1299]
ad3-cell: Tender Closing Date and Time: [64, 1620, 191, 1634]
table-row: [1037, 1508, 1527, 1548]
corporate-title-letter: রে: [1239, 142, 1265, 170]
